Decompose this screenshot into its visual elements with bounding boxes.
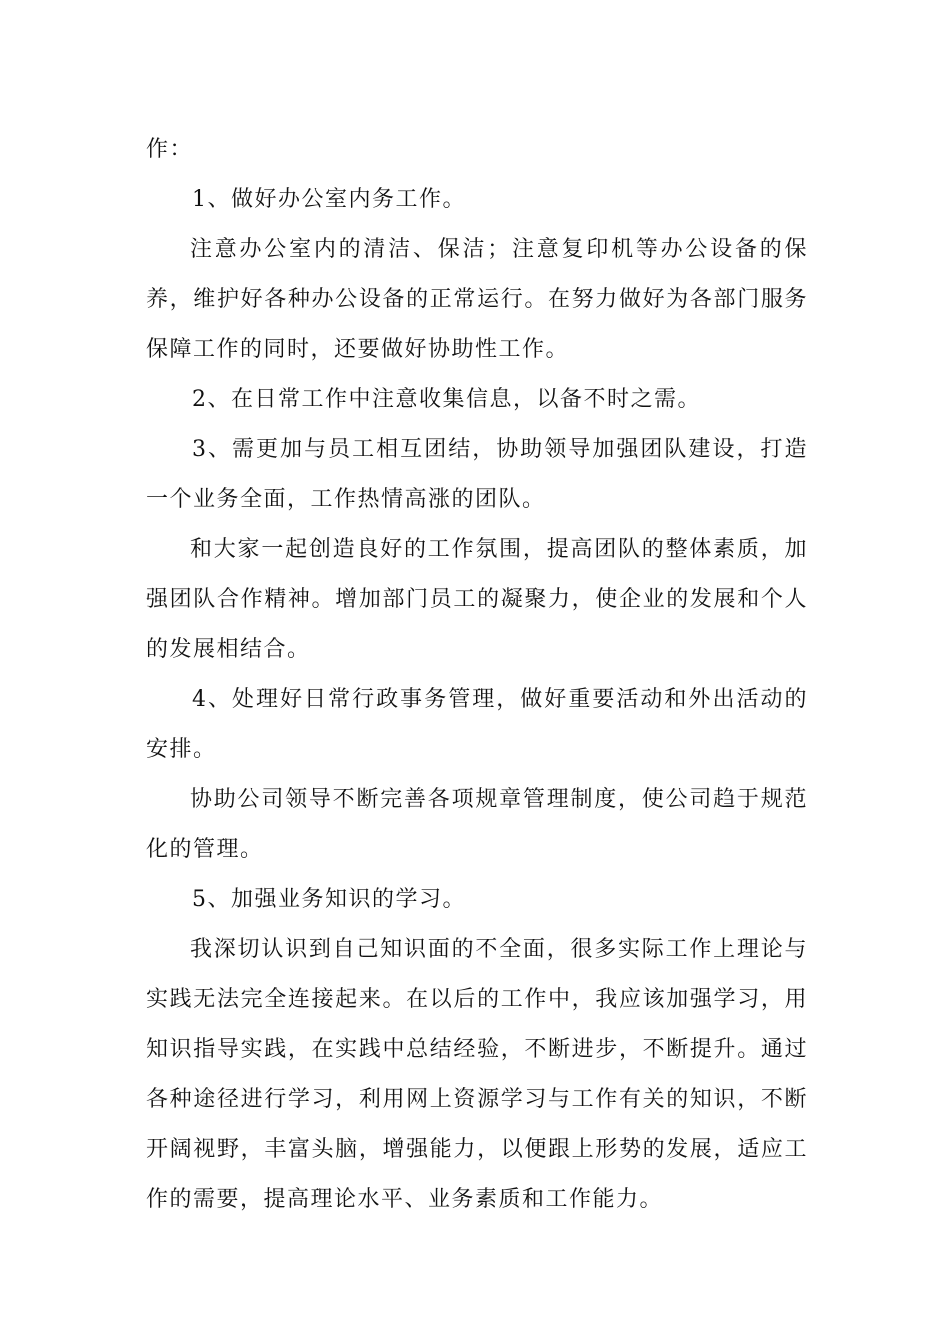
item-3-heading: 3、需更加与员工相互团结，协助领导加强团队建设，打造一个业务全面，工作热情高涨的团队。: [146, 437, 808, 512]
item-3-body: 和大家一起创造良好的工作氛围，提高团队的整体素质，加强团队合作精神。增加部门员工的凝聚力，使企业的发展和个人的发展相结合。: [146, 537, 808, 662]
item-4-body: 协助公司领导不断完善各项规章管理制度，使公司趋于规范化的管理。: [146, 787, 808, 862]
item-5-body: 我深切认识到自己知识面的不全面，很多实际工作上理论与实践无法完全连接起来。在以后的工作中，我应该加强学习，用知识指导实践，在实践中总结经验，不断进步，不断提升。通过各种途径进行学习，利用网上资源学习与工作有关的知识，不断开阔视野，丰富头脑，增强能力，以便跟上形势的发展，适应工作的需要，提高理论水平、业务素质和工作能力。: [146, 937, 808, 1212]
document-body: [146, 125, 808, 1225]
item-1-heading: 1、做好办公室内务工作。: [192, 187, 466, 212]
paragraph-continuation: 作：: [146, 137, 194, 162]
item-1-body: 注意办公室内的清洁、保洁；注意复印机等办公设备的保养，维护好各种办公设备的正常运行。在努力做好为各部门服务保障工作的同时，还要做好协助性工作。: [146, 237, 808, 362]
item-2-heading: 2、在日常工作中注意收集信息，以备不时之需。: [192, 387, 701, 412]
item-5-heading: 5、加强业务知识的学习。: [192, 887, 466, 912]
item-4-heading: 4、处理好日常行政事务管理，做好重要活动和外出活动的安排。: [146, 687, 808, 762]
